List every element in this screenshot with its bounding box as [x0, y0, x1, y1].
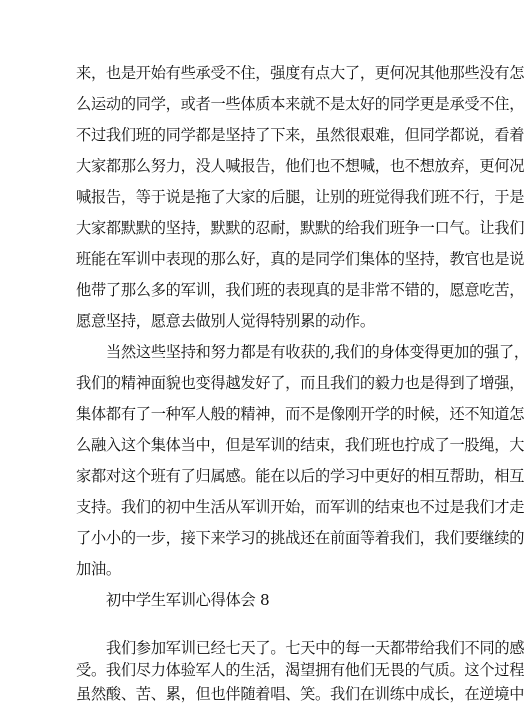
text-line: 喊报告，等于说是拖了大家的后腿，让别的班觉得我们班不行，于是: [76, 188, 525, 206]
text-line: 不过我们班的同学都是坚持了下来，虽然很艰难，但同学都说，看着: [76, 126, 525, 144]
text-line: 大家都那么努力，没人喊报告，他们也不想喊，也不想放弃，更何况: [76, 157, 525, 175]
text-line: 虽然酸、苦、累，但也伴随着唱、笑。我们在训练中成长，在逆境中: [76, 685, 525, 703]
text-line: 愿意坚持，愿意去做别人觉得特别累的动作。: [76, 312, 375, 330]
text-line: 我们的精神面貌也变得越发好了，而且我们的毅力也是得到了增强，: [76, 374, 525, 392]
text-line: 来，也是开始有些承受不住，强度有点大了，更何况其他那些没有怎: [76, 64, 525, 82]
text-line: 他带了那么多的军训，我们班的表现真的是非常不错的，愿意吃苦，: [76, 281, 525, 299]
text-line: 了小小的一步，接下来学习的挑战还在前面等着我们，我们要继续的: [76, 529, 525, 547]
text-line: 么融入这个集体当中，但是军训的结束，我们班也拧成了一股绳，大: [76, 436, 525, 454]
text-line: 受。我们尽力体验军人的生活，渴望拥有他们无畏的气质。这个过程: [76, 661, 525, 679]
text-line: 当然这些坚持和努力都是有收获的,我们的身体变得更加的强了，: [106, 343, 529, 361]
text-line: 集体都有了一种军人般的精神，而不是像刚开学的时候，还不知道怎: [76, 405, 525, 423]
text-line: 么运动的同学，或者一些体质本来就不是太好的同学更是承受不住，: [76, 95, 525, 113]
text-line: 大家都默默的坚持，默默的忍耐，默默的给我们班争一口气。让我们: [76, 219, 525, 237]
section-heading: 初中学生军训心得体会 8: [106, 591, 270, 609]
text-line: 我们参加军训已经七天了。七天中的每一天都带给我们不同的感: [106, 639, 525, 657]
text-line: 班能在军训中表现的那么好，真的是同学们集体的坚持，教官也是说: [76, 250, 525, 268]
text-line: 加油。: [76, 560, 121, 578]
text-line: 支持。我们的初中生活从军训开始，而军训的结束也不过是我们才走: [76, 498, 525, 516]
text-line: 家都对这个班有了归属感。能在以后的学习中更好的相互帮助，相互: [76, 467, 525, 485]
